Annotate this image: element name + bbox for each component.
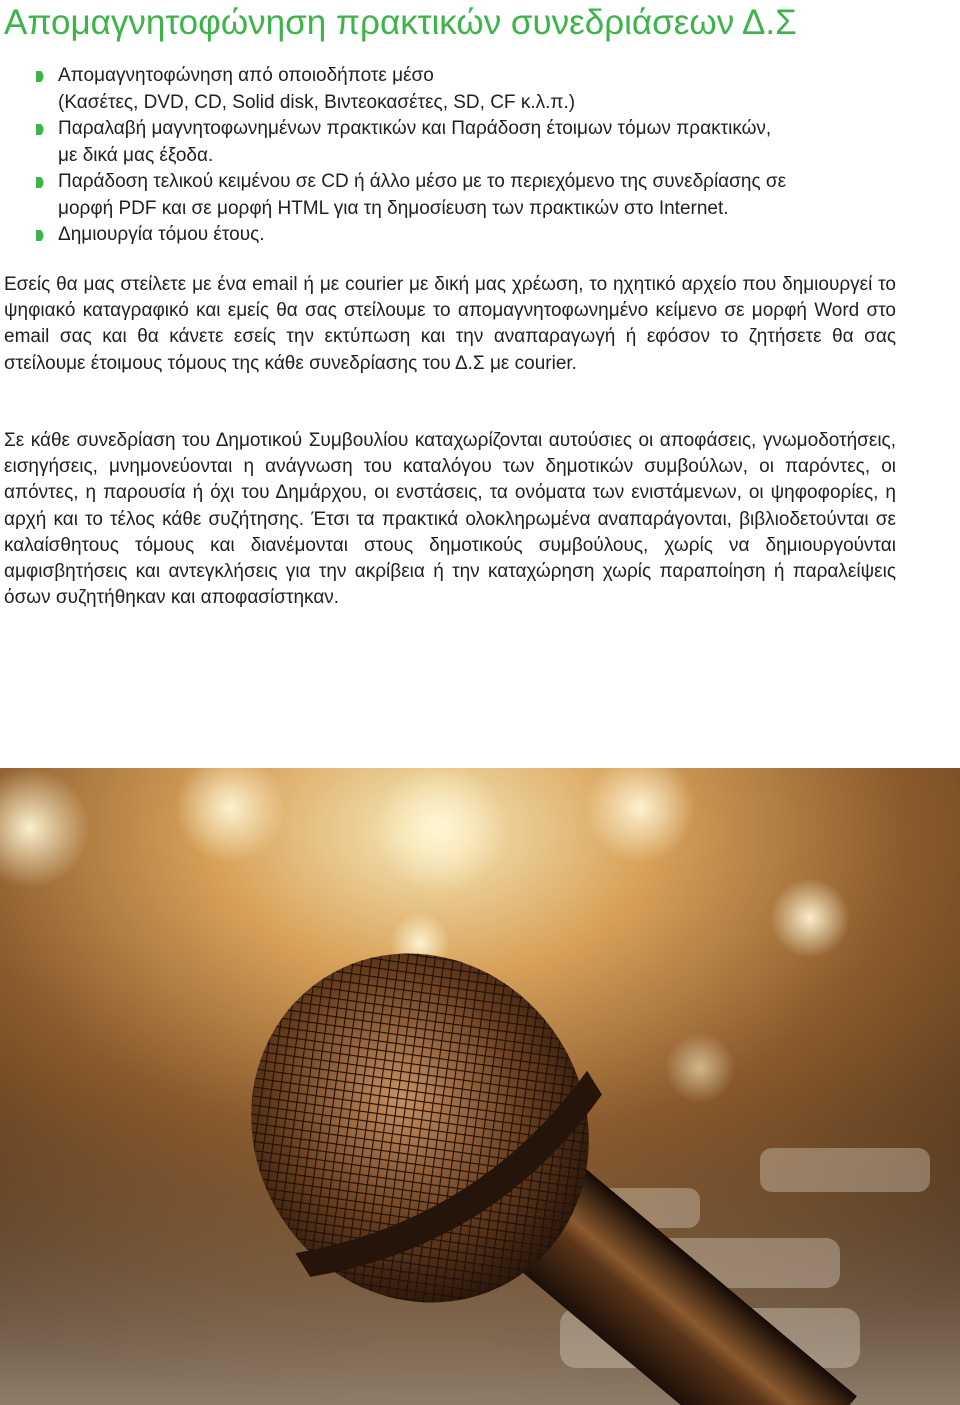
list-item-line: (Κασέτες, DVD, CD, Solid disk, Βιντεοκασέτες, SD, CF κ.λ.π.) — [58, 91, 576, 113]
microphone-photo — [0, 768, 960, 1405]
list-item-line: Παραλαβή μαγνητοφωνημένων πρακτικών και Παράδοση έτοιμων τόμων πρακτικών, — [58, 118, 772, 139]
list-item — [36, 169, 916, 222]
list-item — [36, 63, 916, 116]
list-item — [36, 222, 916, 249]
body-paragraph: Σε κάθε συνεδρίαση του Δημοτικού Συμβουλίου καταχωρίζονται αυτούσιες οι αποφάσεις, γνωμοδοτήσεις, εισηγήσεις, μνημονεύονται η ανάγνωση του καταλόγου των δημοτικών συμβούλων, οι παρόντες, οι απόντες, η παρουσία ή όχι του Δημάρχου, οι ενστάσεις, τα ονόματα των ενιστάμενων, οι ψηφοφορίες, η αρχή και το τέλος κάθε συζήτησης. Έτσι τα πρακτικά ολοκληρωμένα αναπαράγονται, βιβλιοδετούνται σε καλαίσθητους τόμους και διανέμονται στους δημοτικούς συμβούλους, χωρίς να δημιουργούνται αμφισβητήσεις και αντεγκλήσεις για την ακρίβεια ή την καταχώρηση χωρίς παραποίηση ή παραλείψεις όσων συζητήθηκαν και αποφασίστηκαν. — [4, 430, 896, 609]
list-item-line: Δημιουργία τόμου έτους. — [58, 224, 265, 245]
bullet-icon — [36, 124, 46, 135]
microphone-image — [0, 768, 960, 1405]
list-item — [36, 116, 916, 169]
service-list — [36, 63, 916, 249]
bullet-icon — [36, 177, 46, 188]
page-title: Απομαγνητοφώνηση πρακτικών συνεδριάσεων Δ.Σ — [4, 3, 797, 42]
intro-paragraph: Εσείς θα μας στείλετε με ένα email ή με courier με δική μας χρέωση, το ηχητικό αρχείο που δημιουργεί το ψηφιακό καταγραφικό και εμείς θα σας στείλουμε το απομαγνητοφωνημένο κείμενο σε μορφή Word στο email σας και θα κάνετε εσείς την εκτύπωση και την αναπαραγωγή ή εφόσον το ζητήσετε θα σας στείλουμε έτοιμους τόμους της κάθε συνεδρίασης του Δ.Σ με courier. — [4, 274, 896, 374]
list-item-line: Απομαγνητοφώνηση από οποιοδήποτε μέσο — [58, 65, 434, 86]
list-item-line: με δικά μας έξοδα. — [58, 144, 214, 166]
list-item-line: Παράδοση τελικού κειμένου σε CD ή άλλο μέσο με το περιεχόμενο της συνεδρίασης σε — [58, 171, 787, 192]
bullet-icon — [36, 230, 46, 241]
bullet-icon — [36, 71, 46, 82]
list-item-line: μορφή PDF και σε μορφή HTML για τη δημοσίευση των πρακτικών στο Internet. — [58, 197, 729, 219]
